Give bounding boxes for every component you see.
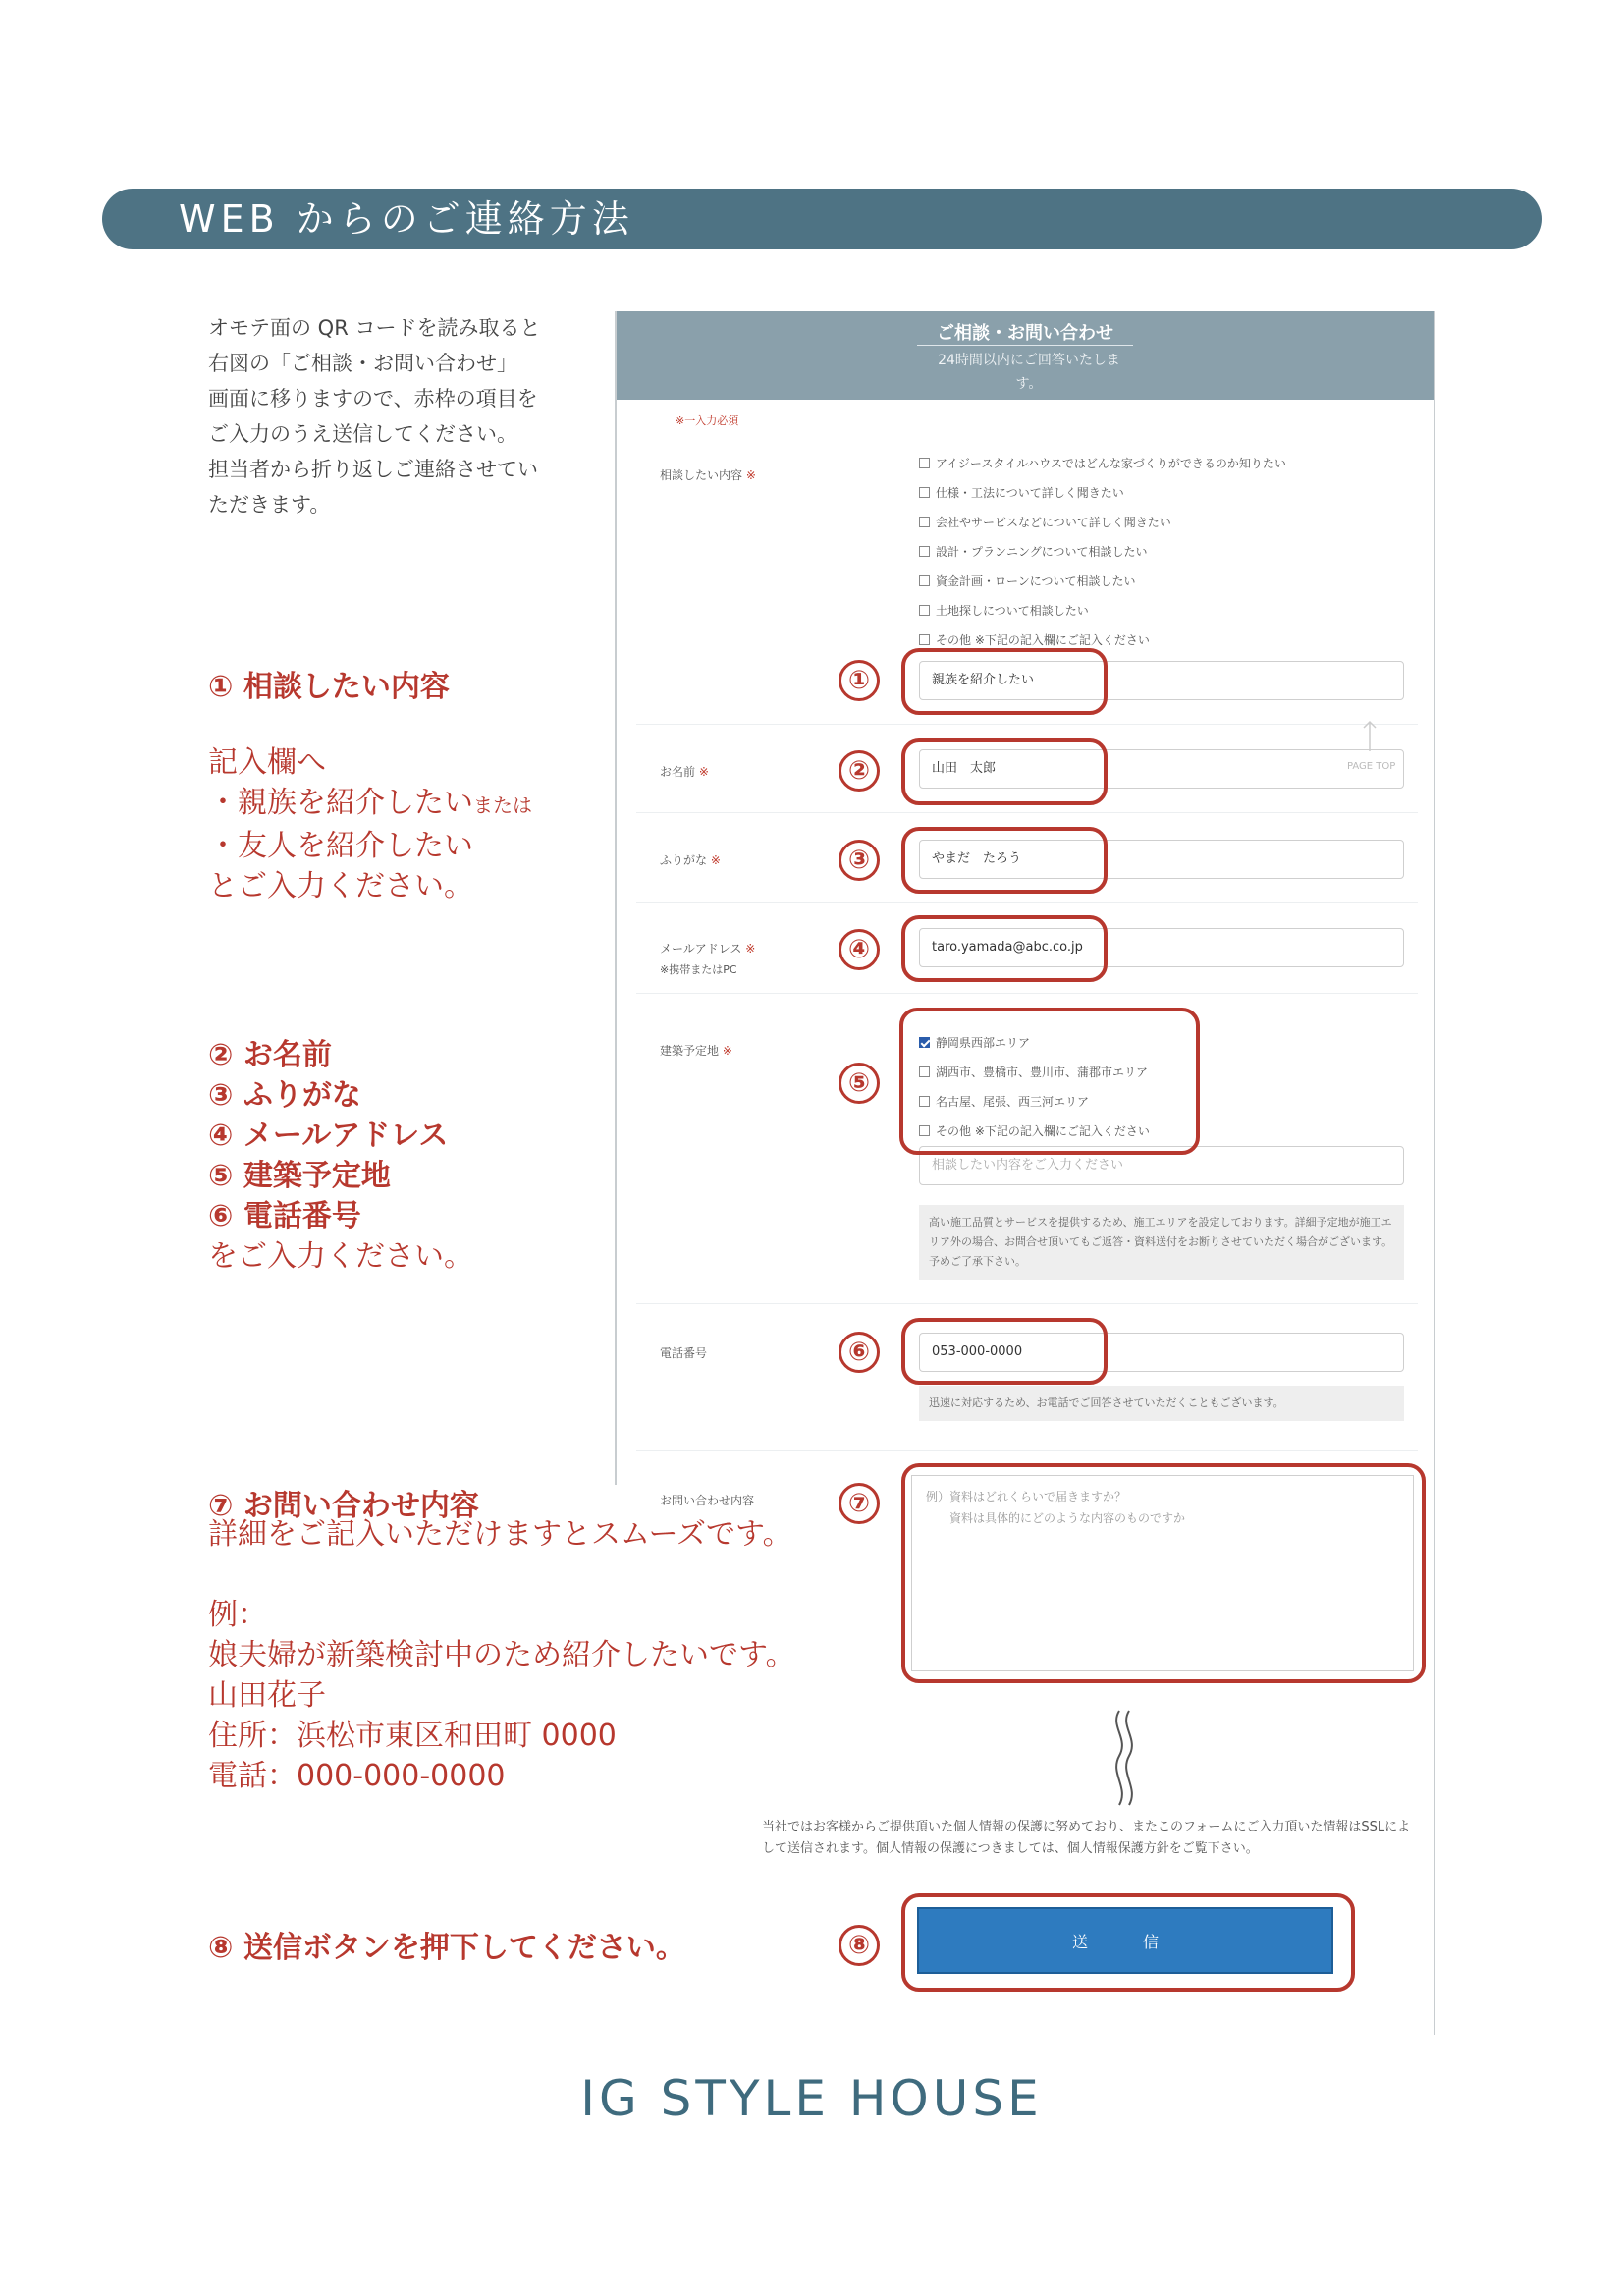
step1-line: 記入欄へ xyxy=(208,745,326,780)
required-mark: ※ xyxy=(722,1044,732,1058)
name-input[interactable]: 山田 太郎 xyxy=(919,749,1404,789)
inquiry-label: お問い合わせ内容 xyxy=(660,1494,755,1507)
step7-desc: 詳細をご記入いただけますとスムーズです。 xyxy=(208,1517,792,1552)
marker-1: ① xyxy=(839,660,880,701)
form-subtitle-line: 24時間以内にご回答いたしま xyxy=(938,353,1120,368)
form-subtitle-line: す。 xyxy=(1015,376,1043,392)
consult-option[interactable] xyxy=(919,572,1286,591)
email-label xyxy=(660,940,755,957)
highlight-frame-3 xyxy=(901,827,1108,894)
page-top-arrow-icon[interactable] xyxy=(1355,718,1384,753)
consult-option-label: 資金計画・ローンについて相談したい xyxy=(936,574,1136,588)
consult-option-label: 会社やサービスなどについて詳しく聞きたい xyxy=(936,516,1171,529)
intro-line: ご入力のうえ送信してください。 xyxy=(208,422,517,446)
required-note: ※一入力必須 xyxy=(676,414,739,427)
kana-label xyxy=(660,851,721,868)
required-mark: ※ xyxy=(745,942,756,956)
divider xyxy=(636,812,1418,813)
form-title-divider xyxy=(917,345,1133,346)
checkbox[interactable] xyxy=(919,546,930,557)
consult-option-label: その他 ※下記の記入欄にご記入ください xyxy=(936,633,1150,647)
divider xyxy=(636,902,1418,903)
example-line: 住所：浜松市東区和田町 0000 xyxy=(208,1719,617,1753)
highlight-frame-4 xyxy=(901,915,1108,982)
example-line: 山田花子 xyxy=(208,1678,326,1713)
consult-option-label: 仕様・工法について詳しく聞きたい xyxy=(936,486,1124,500)
divider xyxy=(636,1303,1418,1304)
step3-title: ③ ふりがな xyxy=(208,1078,361,1113)
omission-wave-icon xyxy=(1106,1709,1145,1807)
required-mark: ※ xyxy=(745,468,756,482)
marker-3: ③ xyxy=(839,840,880,881)
intro-text xyxy=(208,310,596,522)
highlight-frame-6 xyxy=(901,1318,1108,1385)
marker-7: ⑦ xyxy=(839,1483,880,1524)
marker-6: ⑥ xyxy=(839,1332,880,1373)
site-free-input[interactable]: 相談したい内容をご入力ください xyxy=(919,1146,1404,1185)
phone-label: 電話番号 xyxy=(660,1346,708,1360)
example-line: 電話：000-000-0000 xyxy=(208,1759,506,1793)
checkbox[interactable] xyxy=(919,605,930,616)
intro-line: ただきます。 xyxy=(208,493,331,517)
step1-or: または xyxy=(473,793,532,817)
divider xyxy=(636,1450,1418,1451)
intro-line: 右図の「ご相談・お問い合わせ」 xyxy=(208,352,517,375)
marker-5: ⑤ xyxy=(839,1063,880,1104)
consult-label-text: 相談したい内容 xyxy=(660,468,743,482)
phone-notice: 迅速に対応するため、お電話でご回答させていただくこともございます。 xyxy=(919,1386,1404,1421)
step1-line: とご入力ください。 xyxy=(208,869,473,903)
site-notice: 高い施工品質とサービスを提供するため、施工エリアを設定しております。詳細予定地が施工エリア外の場合、お問合せ頂いてもご返答・資料送付をお断りさせていただく場合がございます。予めご了承下さい。 xyxy=(919,1205,1404,1280)
site-option-label: 名古屋、尾張、西三河エリア xyxy=(936,1095,1090,1109)
divider xyxy=(636,993,1418,994)
intro-line: オモテ面の QR コードを読み取ると xyxy=(208,316,541,340)
name-label xyxy=(660,763,709,780)
step1-line: ・親族を紹介したい xyxy=(208,786,473,820)
step4-title: ④ メールアドレス xyxy=(208,1119,449,1153)
name-label-text: お名前 xyxy=(660,765,696,779)
consult-option[interactable] xyxy=(919,513,1286,532)
email-label-text: メールアドレス xyxy=(660,942,742,956)
submit-button[interactable]: 送 信 xyxy=(917,1907,1333,1974)
site-option-label: 静岡県西部エリア xyxy=(936,1036,1031,1050)
highlight-frame-8 xyxy=(901,1893,1355,1992)
step1-instructions xyxy=(208,742,532,906)
checkbox[interactable] xyxy=(919,458,930,468)
marker-8: ⑧ xyxy=(839,1925,880,1966)
email-note: ※携帯またはPC xyxy=(660,963,737,976)
site-label xyxy=(660,1042,732,1059)
step1-title: ① 相談したい内容 xyxy=(208,670,450,704)
highlight-frame-7 xyxy=(901,1463,1426,1683)
brand-logo: IG STYLE HOUSE xyxy=(580,2070,1043,2127)
step2-title: ② お名前 xyxy=(208,1038,332,1072)
step5-title: ⑤ 建築予定地 xyxy=(208,1159,391,1193)
consult-option[interactable] xyxy=(919,454,1286,473)
step7-example xyxy=(208,1595,795,1796)
highlight-frame-5 xyxy=(899,1008,1200,1155)
marker-4: ④ xyxy=(839,929,880,970)
site-option-label: 湖西市、豊橋市、豊川市、蒲郡市エリア xyxy=(936,1066,1149,1079)
form-subtitle xyxy=(901,349,1157,396)
checkbox[interactable] xyxy=(919,517,930,527)
required-mark: ※ xyxy=(698,765,709,779)
consult-label xyxy=(660,466,756,483)
checkbox[interactable] xyxy=(919,487,930,498)
step6-title: ⑥ 電話番号 xyxy=(208,1199,361,1233)
inquiry-placeholder-line: 資料は具体的にどのような内容のものですか xyxy=(926,1511,1186,1525)
consult-option[interactable] xyxy=(919,601,1286,621)
page-top-link[interactable]: PAGE TOP xyxy=(1347,761,1396,772)
step8-title: ⑧ 送信ボタンを押下してください。 xyxy=(208,1931,685,1965)
consult-option[interactable] xyxy=(919,630,1286,650)
consult-option[interactable] xyxy=(919,542,1286,562)
consult-option-label: 設計・プランニングについて相談したい xyxy=(936,545,1148,559)
highlight-frame-2 xyxy=(901,738,1108,805)
step7-title: ⑦ お問い合わせ内容 xyxy=(208,1489,479,1523)
kana-input[interactable]: やまだ たろう xyxy=(919,840,1404,879)
divider xyxy=(636,724,1418,725)
consult-option[interactable] xyxy=(919,483,1286,503)
required-mark: ※ xyxy=(710,853,721,867)
steps2-6-outro: をご入力ください。 xyxy=(208,1239,473,1274)
inquiry-placeholder-line: 例）資料はどれくらいで届きますか？ xyxy=(926,1490,1127,1503)
email-input[interactable]: taro.yamada@abc.co.jp xyxy=(919,928,1404,967)
kana-label-text: ふりがな xyxy=(660,853,708,867)
site-option-label: その他 ※下記の記入欄にご記入ください xyxy=(936,1124,1150,1138)
intro-line: 画面に移りますので、赤枠の項目を xyxy=(208,387,538,410)
checkbox[interactable] xyxy=(919,634,930,645)
example-label: 例： xyxy=(208,1598,267,1632)
form-title: ご相談・お問い合わせ xyxy=(937,323,1113,344)
marker-2: ② xyxy=(839,750,880,792)
phone-input[interactable]: 053-000-0000 xyxy=(919,1333,1404,1372)
highlight-frame-1 xyxy=(901,648,1108,715)
privacy-line: 当社ではお客様からご提供頂いた個人情報の保護に努めており、またこのフォームにご入力頂いた情報はSSLによ xyxy=(762,1820,1411,1834)
steps2-6-instructions xyxy=(208,1035,473,1277)
step1-line: ・友人を紹介したい xyxy=(208,829,473,863)
consult-option-label: アイジースタイルハウスではどんな家づくりができるのか知りたい xyxy=(936,457,1286,470)
checkbox[interactable] xyxy=(919,575,930,586)
consult-options xyxy=(919,454,1286,650)
consult-option-label: 土地探しについて相談したい xyxy=(936,604,1089,618)
privacy-line: して送信されます。個人情報の保護につきましては、個人情報保護方針をご覧下さい。 xyxy=(762,1841,1259,1856)
example-line: 娘夫婦が新築検討中のため紹介したいです。 xyxy=(208,1638,795,1672)
panel-border xyxy=(1434,1485,1435,2035)
consult-free-input[interactable]: 親族を紹介したい xyxy=(919,661,1404,700)
site-label-text: 建築予定地 xyxy=(660,1044,720,1058)
section-title: WEB からのご連絡方法 xyxy=(179,197,634,241)
intro-line: 担当者から折り返しご連絡させてい xyxy=(208,458,538,481)
step1-line-with-note xyxy=(208,783,532,826)
privacy-notice xyxy=(762,1817,1449,1860)
